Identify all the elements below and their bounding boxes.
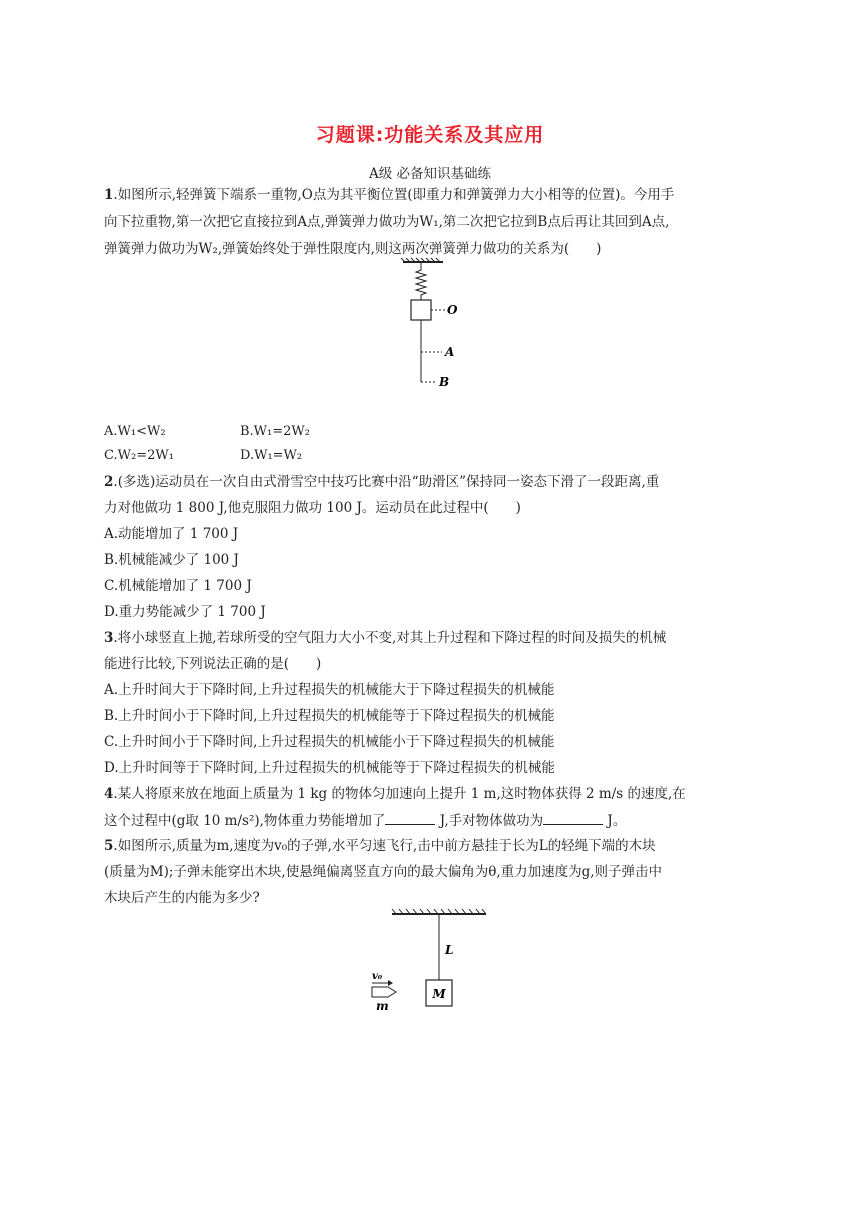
q5-line-2: (质量为M);子弹未能穿出木块,使悬绳偏离竖直方向的最大偏角为θ,重力加速度为g,则子弹击中 <box>104 864 663 880</box>
q1-option-a: A.W₁<W₂ <box>104 424 166 439</box>
q1-line-3: 弹簧弹力做功为W₂,弹簧始终处于弹性限度内,则这两次弹簧弹力做功的关系为( ) <box>104 241 602 257</box>
level-heading: A级 必备知识基础练 <box>368 166 492 182</box>
q1-number: 1 <box>104 187 114 203</box>
label-block-m: M <box>432 987 446 1001</box>
pendulum-figure <box>368 906 492 1018</box>
q2-option-c: C.机械能增加了 1 700 J <box>104 578 252 594</box>
q3-line-2: 能进行比较,下列说法正确的是( ) <box>104 656 322 672</box>
q4-text-2b: J,手对物体做功为 <box>435 813 544 829</box>
q2-option-d: D.重力势能减少了 1 700 J <box>104 604 266 620</box>
q1-option-c: C.W₂=2W₁ <box>104 448 174 463</box>
weight-block <box>411 300 431 320</box>
q5-number: 5 <box>104 838 114 854</box>
label-m: m <box>376 999 389 1013</box>
q5-line-1 <box>104 837 756 855</box>
q3-number: 3 <box>104 630 114 646</box>
q4-number: 4 <box>104 786 114 802</box>
bullet <box>372 987 396 997</box>
q4-text-2c: J。 <box>603 813 627 829</box>
q1-option-b: B.W₁=2W₂ <box>240 424 310 439</box>
q3-line-1 <box>104 629 756 647</box>
q1-text-1: .如图所示,轻弹簧下端系一重物,O点为其平衡位置(即重力和弹簧弹力大小相等的位置)。今用手 <box>113 187 675 203</box>
q4-blank-1[interactable] <box>385 811 435 825</box>
q2-option-b: B.机械能减少了 100 J <box>104 552 239 568</box>
q1-option-d: D.W₁=W₂ <box>240 448 303 463</box>
page-title: 习题课:功能关系及其应用 <box>315 124 545 146</box>
q1-line-2: 向下拉重物,第一次把它直接拉到A点,弹簧弹力做功为W₁,第二次把它拉到B点后再让其回到A点, <box>104 214 670 230</box>
label-v0: v₀ <box>372 971 383 982</box>
q3-option-a: A.上升时间大于下降时间,上升过程损失的机械能大于下降过程损失的机械能 <box>104 682 555 698</box>
q2-number: 2 <box>104 474 114 490</box>
spring <box>416 262 426 300</box>
label-b: B <box>439 375 450 389</box>
q2-line-1 <box>104 473 756 491</box>
q3-option-c: C.上升时间小于下降时间,上升过程损失的机械能小于下降过程损失的机械能 <box>104 734 555 750</box>
q4-line-2 <box>104 811 756 830</box>
q2-text-1: .(多选)运动员在一次自由式滑雪空中技巧比赛中沿“助滑区”保持同一姿态下滑了一段距离,重 <box>113 474 660 490</box>
q2-option-a: A.动能增加了 1 700 J <box>104 526 239 542</box>
q3-text-1: .将小球竖直上抛,若球所受的空气阻力大小不变,对其上升过程和下降过程的时间及损失的机械 <box>113 630 667 646</box>
q4-text-2a: 这个过程中(g取 10 m/s²),物体重力势能增加了 <box>104 813 386 829</box>
q3-option-b: B.上升时间小于下降时间,上升过程损失的机械能等于下降过程损失的机械能 <box>104 708 555 724</box>
label-o: O <box>447 303 458 317</box>
label-l: L <box>445 943 454 957</box>
q3-option-d: D.上升时间等于下降时间,上升过程损失的机械能等于下降过程损失的机械能 <box>104 760 555 776</box>
q4-text-1: .某人将原来放在地面上质量为 1 kg 的物体匀加速向上提升 1 m,这时物体获得 2 m/s 的速度,在 <box>113 786 686 802</box>
q2-line-2: 力对他做功 1 800 J,他克服阻力做功 100 J。运动员在此过程中( ) <box>104 500 521 516</box>
q5-line-3: 木块后产生的内能为多少? <box>104 890 260 906</box>
q5-text-1: .如图所示,质量为m,速度为v₀的子弹,水平匀速飞行,击中前方悬挂于长为L的轻绳下端的木块 <box>113 838 656 854</box>
q4-line-1 <box>104 785 756 803</box>
label-a: A <box>445 345 455 359</box>
spring-figure <box>395 258 475 394</box>
q1-line-1 <box>104 186 756 204</box>
q4-blank-2[interactable] <box>543 811 603 825</box>
